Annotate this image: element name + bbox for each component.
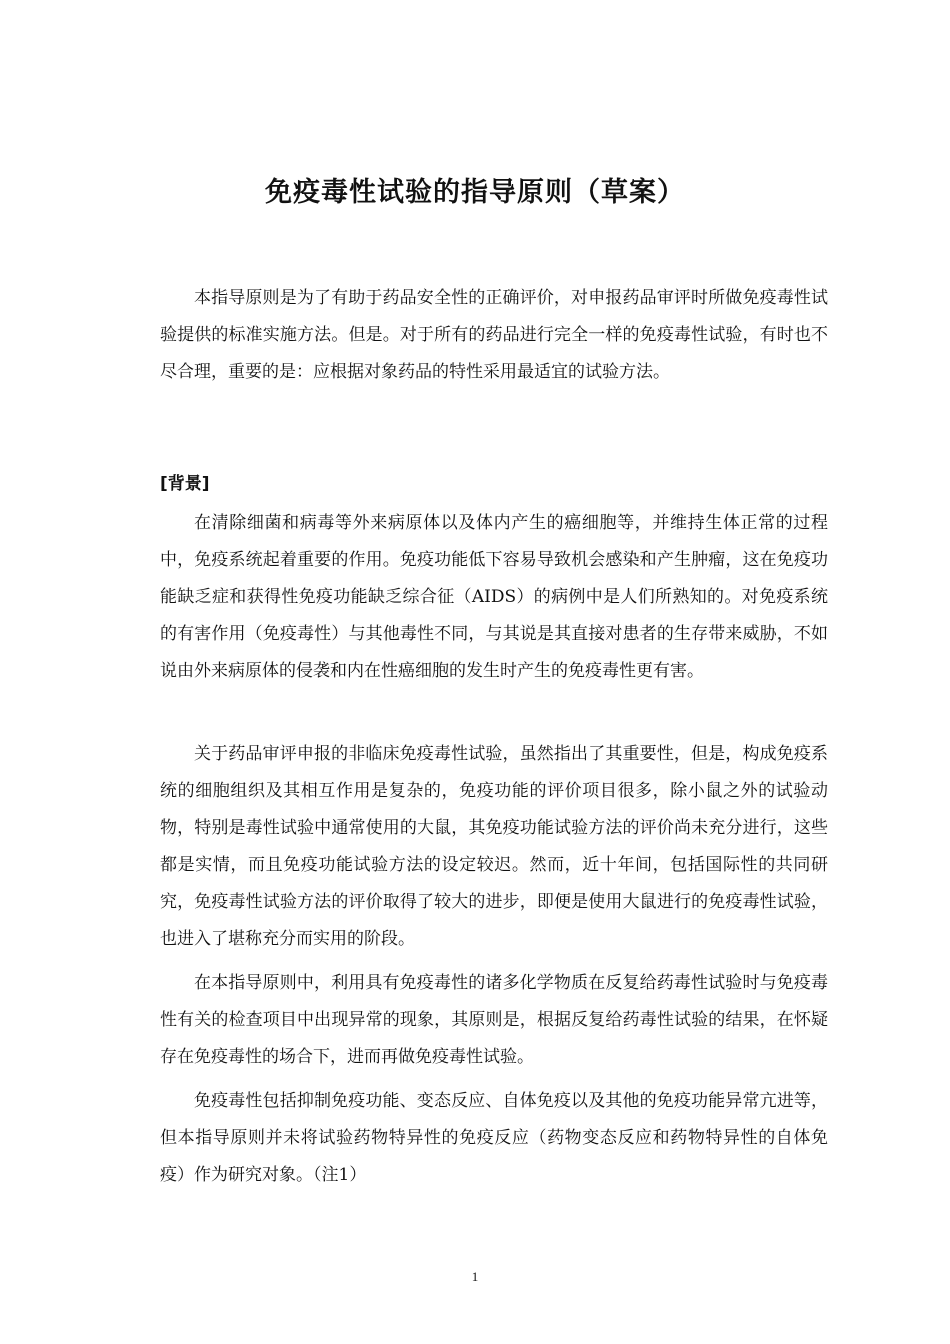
page-number: 1 — [471, 1269, 479, 1284]
background-paragraph-2: 关于药品审评申报的非临床免疫毒性试验，虽然指出了其重要性，但是，构成免疫系统的细胞组织及其相互作用是复杂的，免疫功能的评价项目很多，除小鼠之外的试验动物，特别是毒性试验中通常使用的大鼠，其免疫功能试验方法的评价尚未充分进行，这些都是实情，而且免疫功能试验方法的设定较迟。然而，近十年间，包括国际性的共同研究，免疫毒性试验方法的评价取得了较大的进步，即便是使用大鼠进行的免疫毒性试验，也进入了堪称充分而实用的阶段。 — [160, 744, 828, 949]
background-paragraph-3: 在本指导原则中，利用具有免疫毒性的诸多化学物质在反复给药毒性试验时与免疫毒性有关的检查项目中出现异常的现象，其原则是，根据反复给药毒性试验的结果，在怀疑存在免疫毒性的场合下，进而再做免疫毒性试验。 — [160, 973, 828, 1067]
background-heading: [背景] — [160, 474, 210, 494]
intro-paragraph: 本指导原则是为了有助于药品安全性的正确评价，对申报药品审评时所做免疫毒性试验提供的标准实施方法。但是。对于所有的药品进行完全一样的免疫毒性试验，有时也不尽合理，重要的是：应根据对象药品的特性采用最适宜的试验方法。 — [160, 288, 828, 382]
background-paragraph-1: 在清除细菌和病毒等外来病原体以及体内产生的癌细胞等，并维持生体正常的过程中，免疫系统起着重要的作用。免疫功能低下容易导致机会感染和产生肿瘤，这在免疫功能缺乏症和获得性免疫功能缺乏综合征（AIDS）的病例中是人们所熟知的。对免疫系统的有害作用（免疫毒性）与其他毒性不同，与其说是其直接对患者的生存带来威胁，不如说由外来病原体的侵袭和内在性癌细胞的发生时产生的免疫毒性更有害。 — [160, 513, 828, 681]
background-paragraph-4: 免疫毒性包括抑制免疫功能、变态反应、自体免疫以及其他的免疫功能异常亢进等，但本指导原则并未将试验药物特异性的免疫反应（药物变态反应和药物特异性的自体免疫）作为研究对象。（注1） — [160, 1091, 828, 1185]
document-title: 免疫毒性试验的指导原则（草案） — [265, 177, 685, 209]
